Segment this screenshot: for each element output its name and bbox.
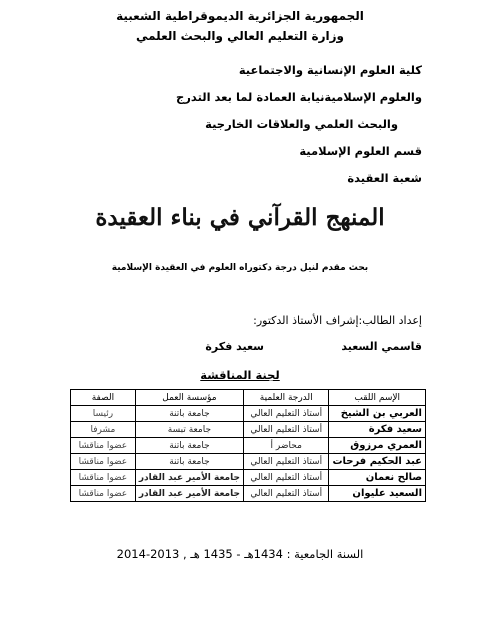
table-row (71, 470, 426, 486)
research-line: والبحث العلمي والعلاقات الخارجية (205, 117, 398, 131)
supervisor-name: سعيد فكرة (205, 340, 264, 353)
column-name: الإسم اللقب (329, 390, 426, 406)
table-row (71, 486, 426, 502)
member-role: عضوا مناقشا (71, 486, 136, 502)
member-role: رئيسا (71, 406, 136, 422)
author-supervisor-labels: إعداد الطالب:إشراف الأستاذ الدكتور: (253, 314, 422, 327)
member-institution: جامعة الأمير عبد القادر (135, 470, 243, 486)
ministry-header: وزارة التعليم العالي والبحث العلمي (135, 29, 345, 43)
member-grade: أستاذ التعليم العالي (244, 486, 329, 502)
deanery-line: والعلوم الإسلاميةنيابة العمادة لما بعد التدرج (176, 90, 422, 104)
member-grade: أستاذ التعليم العالي (244, 422, 329, 438)
republic-header: الجمهورية الجزائرية الديموقراطية الشعبية (116, 9, 364, 23)
member-grade: محاضر أ (244, 438, 329, 454)
branch-line: شعبة العقيدة (347, 171, 422, 185)
department-line: قسم العلوم الإسلامية (299, 144, 422, 158)
table-row (71, 454, 426, 470)
member-institution: جامعة تبسة (135, 422, 243, 438)
member-institution: جامعة باتنة (135, 406, 243, 422)
committee-table (70, 389, 426, 502)
column-institution: مؤسسة العمل (135, 390, 243, 406)
column-role: الصفة (71, 390, 136, 406)
committee-heading (0, 368, 480, 382)
committee-heading-text: لجنة المناقشة (200, 368, 280, 382)
member-role: عضوا مناقشا (71, 438, 136, 454)
member-name: سعيد فكرة (329, 422, 426, 438)
table-row (71, 422, 426, 438)
member-role: عضوا مناقشا (71, 454, 136, 470)
member-name: العمري مرزوق (329, 438, 426, 454)
member-role: مشرفا (71, 422, 136, 438)
member-role: عضوا مناقشا (71, 470, 136, 486)
thesis-subtitle: بحث مقدم لنيل درجة دكتوراه العلوم في العقيدة الإسلامية (111, 263, 369, 273)
academic-year: السنة الجامعية : 1434هـ - 1435 هـ , 2013-2014 (116, 547, 364, 561)
member-name: السعيد عليوان (329, 486, 426, 502)
student-name: قاسمي السعيد (341, 340, 422, 353)
committee-table-header (71, 390, 426, 406)
member-institution: جامعة باتنة (135, 454, 243, 470)
member-name: العربي بن الشيخ (329, 406, 426, 422)
member-grade: أستاذ التعليم العالي (244, 454, 329, 470)
thesis-title: المنهج القرآني في بناء العقيدة (95, 204, 385, 231)
table-row (71, 438, 426, 454)
member-name: عبد الحكيم فرحات (329, 454, 426, 470)
member-name: صالح نعمان (329, 470, 426, 486)
column-grade: الدرجة العلمية (244, 390, 329, 406)
member-institution: جامعة باتنة (135, 438, 243, 454)
member-grade: أستاذ التعليم العالي (244, 406, 329, 422)
table-row (71, 406, 426, 422)
faculty-line: كلية العلوم الإنسانية والاجتماعية (238, 63, 422, 77)
member-institution: جامعة الأمير عبد القادر (135, 486, 243, 502)
member-grade: أستاذ التعليم العالي (244, 470, 329, 486)
